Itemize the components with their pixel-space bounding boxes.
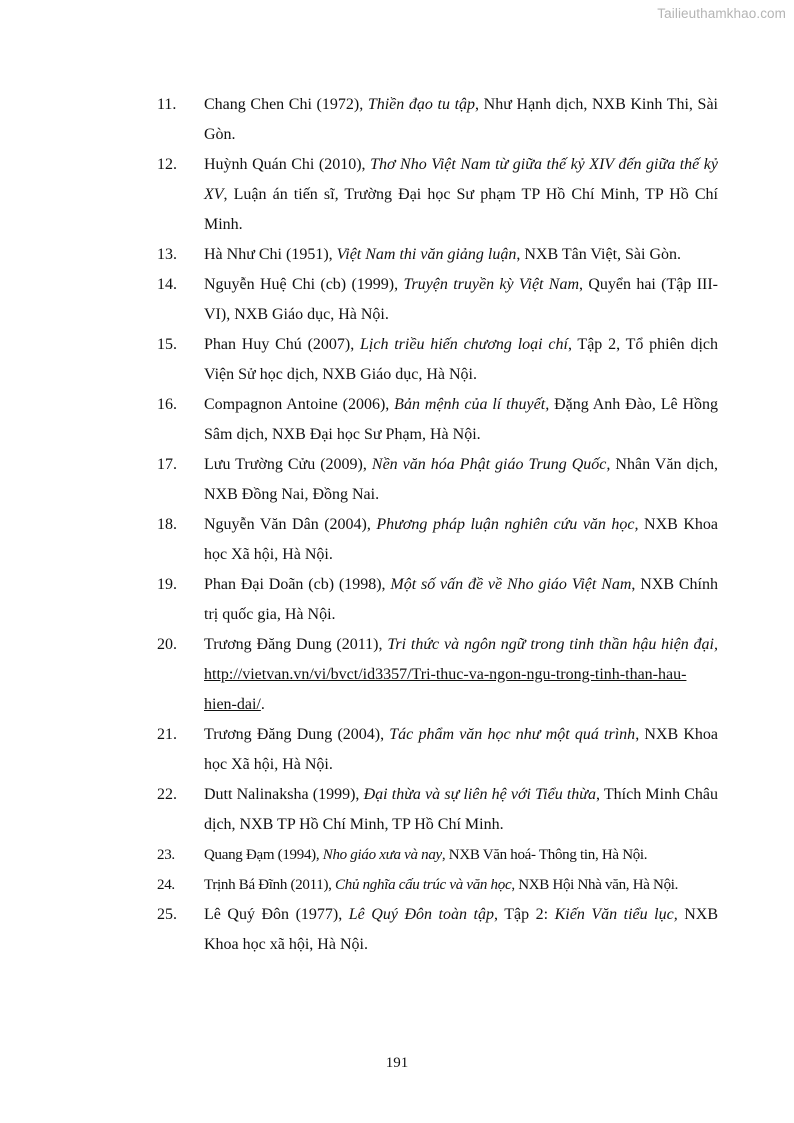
- page-number: 191: [385, 1055, 409, 1071]
- reference-number: 18.: [157, 516, 177, 533]
- reference-number: 21.: [157, 726, 177, 743]
- reference-subtitle: Kiến Văn tiểu lục,: [554, 906, 678, 923]
- reference-list: [157, 90, 718, 960]
- reference-title: Nền văn hóa Phật giáo Trung Quốc,: [371, 456, 611, 473]
- reference-item: [157, 870, 718, 900]
- reference-number: 19.: [157, 576, 177, 593]
- reference-text: Nguyễn Văn Dân (2004), Phương pháp luận nghiên cứu văn học, NXB Khoa học Xã hội, Hà Nội.: [204, 516, 718, 563]
- reference-text: Lưu Trường Cửu (2009), Nền văn hóa Phật giáo Trung Quốc, Nhân Văn dịch, NXB Đồng Nai, Đồng Nai.: [204, 456, 719, 503]
- reference-item: [157, 570, 718, 630]
- reference-title: Chủ nghĩa cấu trúc và văn học: [335, 877, 512, 893]
- reference-text: Quang Đạm (1994), Nho giáo xưa và nay, NXB Văn hoá- Thông tin, Hà Nội.: [204, 847, 648, 863]
- reference-number: 16.: [157, 396, 177, 413]
- reference-item: [157, 390, 718, 450]
- reference-item: [157, 630, 718, 720]
- reference-number: 17.: [157, 456, 177, 473]
- reference-item: [157, 840, 718, 870]
- reference-text: Phan Đại Doãn (cb) (1998), Một số vấn đề về Nho giáo Việt Nam, NXB Chính trị quốc gia, Hà Nội.: [204, 576, 718, 623]
- reference-text: Chang Chen Chi (1972), Thiền đạo tu tập, Như Hạnh dịch, NXB Kinh Thi, Sài Gòn.: [204, 96, 719, 143]
- reference-title: Đại thừa và sự liên hệ với Tiểu thừa: [363, 786, 597, 803]
- reference-text: Trương Đăng Dung (2004), Tác phẩm văn học như một quá trình, NXB Khoa học Xã hội, Hà Nội.: [204, 726, 718, 773]
- reference-title: Lịch triều hiến chương loại chí: [360, 336, 568, 353]
- reference-title: Việt Nam thi văn giảng luận: [336, 246, 517, 263]
- reference-text: Nguyễn Huệ Chi (cb) (1999), Truyện truyền kỳ Việt Nam, Quyển hai (Tập III-VI), NXB Giáo dục, Hà Nội.: [204, 276, 719, 323]
- reference-text: Trương Đăng Dung (2011), Tri thức và ngôn ngữ trong tinh thần hậu hiện đại, http://vietvan.vn/vi/bvct/id3357/Tri-thuc-va-ngon-ngu-trong-tinh-than-hau-hien-dai/.: [204, 636, 718, 713]
- reference-title: Bản mệnh của lí thuyết,: [394, 396, 550, 413]
- reference-number: 13.: [157, 246, 177, 263]
- reference-item: [157, 780, 718, 840]
- reference-number: 12.: [157, 156, 177, 173]
- reference-link[interactable]: http://vietvan.vn/vi/bvct/id3357/Tri-thuc-va-ngon-ngu-trong-tinh-than-hau-hien-dai/: [204, 666, 687, 713]
- reference-text: Huỳnh Quán Chi (2010), Thơ Nho Việt Nam từ giữa thế kỷ XIV đến giữa thế kỷ XV, Luận án tiến sĩ, Trường Đại học Sư phạm TP Hồ Chí Minh, TP Hồ Chí Minh.: [204, 156, 719, 233]
- reference-title: Một số vấn đề về Nho giáo Việt Nam: [390, 576, 632, 593]
- reference-number: 24.: [157, 877, 175, 893]
- reference-item: [157, 150, 718, 240]
- reference-title: Truyện truyền kỳ Việt Nam: [403, 276, 580, 293]
- reference-title: Nho giáo xưa và nay: [322, 847, 442, 863]
- reference-number: 22.: [157, 786, 177, 803]
- reference-item: [157, 510, 718, 570]
- reference-title: Tác phẩm văn học như một quá trình: [389, 726, 636, 743]
- reference-item: [157, 900, 718, 960]
- reference-item: [157, 270, 718, 330]
- reference-number: 23.: [157, 847, 175, 863]
- reference-title: Thơ Nho Việt Nam từ giữa thế kỷ XIV đến giữa thế kỷ XV: [204, 156, 719, 203]
- reference-item: [157, 240, 718, 270]
- reference-number: 14.: [157, 276, 177, 293]
- reference-number: 20.: [157, 636, 177, 653]
- reference-number: 11.: [157, 96, 177, 113]
- reference-title: Thiền đạo tu tập: [367, 96, 476, 113]
- reference-item: [157, 330, 718, 390]
- watermark: Tailieuthamkhao.com: [657, 6, 786, 21]
- reference-item: [157, 450, 718, 510]
- reference-number: 25.: [157, 906, 177, 923]
- reference-item: [157, 720, 718, 780]
- reference-text: Hà Như Chi (1951), Việt Nam thi văn giảng luận, NXB Tân Việt, Sài Gòn.: [204, 246, 682, 263]
- reference-title: Phương pháp luận nghiên cứu văn học,: [376, 516, 639, 533]
- reference-text: Dutt Nalinaksha (1999), Đại thừa và sự liên hệ với Tiểu thừa, Thích Minh Châu dịch, NXB TP Hồ Chí Minh, TP Hồ Chí Minh.: [204, 786, 718, 833]
- reference-title: Tri thức và ngôn ngữ trong tinh thần hậu hiện đại,: [387, 636, 718, 653]
- reference-text: Trịnh Bá Đĩnh (2011), Chủ nghĩa cấu trúc và văn học, NXB Hội Nhà văn, Hà Nội.: [204, 877, 679, 893]
- reference-text: Phan Huy Chú (2007), Lịch triều hiến chương loại chí, Tập 2, Tổ phiên dịch Viện Sử học dịch, NXB Giáo dục, Hà Nội.: [204, 336, 719, 383]
- reference-text: Lê Quý Đôn (1977), Lê Quý Đôn toàn tập, Tập 2: Kiến Văn tiểu lục, NXB Khoa học xã hội, Hà Nội.: [204, 906, 719, 953]
- reference-number: 15.: [157, 336, 177, 353]
- reference-item: [157, 90, 718, 150]
- reference-text: Compagnon Antoine (2006), Bản mệnh của lí thuyết, Đặng Anh Đào, Lê Hồng Sâm dịch, NXB Đại học Sư Phạm, Hà Nội.: [204, 396, 718, 443]
- reference-title: Lê Quý Đôn toàn tập: [348, 906, 494, 923]
